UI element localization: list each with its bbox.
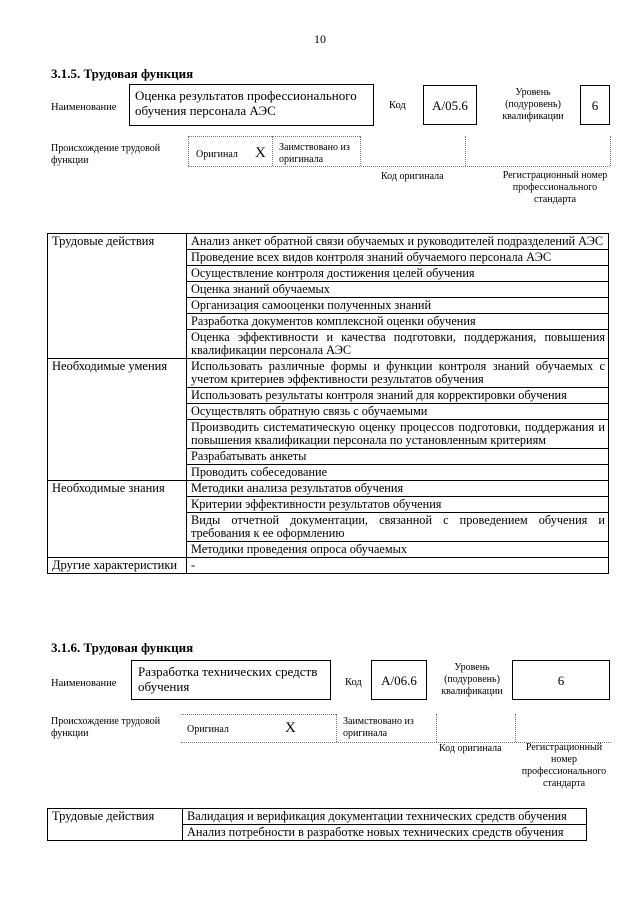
borrowed-label: Заимствовано из оригинала — [343, 716, 414, 739]
function-name-box — [129, 84, 374, 126]
knowledge-item: Методики анализа результатов обучения — [187, 481, 609, 497]
knowledge-item: Виды отчетной документации, связанной с проведением обучения и требования к ее оформлению — [187, 513, 609, 542]
labor-action-item: Анализ потребности в разработке новых технических средств обучения — [183, 825, 587, 841]
labor-action-item: Оценка знаний обучаемых — [187, 282, 609, 298]
origin-label: Происхождение трудовой функции — [51, 143, 161, 166]
page-number: 10 — [314, 32, 326, 46]
row-label-other: Другие характеристики — [48, 558, 187, 574]
borrowed-label: Заимствовано из оригинала — [279, 142, 350, 165]
labor-action-item: Анализ анкет обратной связи обучаемых и руководителей подразделений АЭС — [187, 234, 609, 250]
origin-frame-top — [181, 714, 336, 715]
level-value: 6 — [557, 673, 565, 688]
orig-code-label: Код оригинала — [381, 171, 444, 182]
code-box — [423, 85, 477, 125]
labor-action-item: Проведение всех видов контроля знаний обучаемого персонала АЭС — [187, 250, 609, 266]
level-box — [580, 85, 610, 125]
labor-action-item: Организация самооценки полученных знаний — [187, 298, 609, 314]
row-label-actions: Трудовые действия — [48, 234, 187, 359]
origin-frame-mid — [336, 714, 337, 742]
labor-action-item: Разработка документов комплексной оценки обучения — [187, 314, 609, 330]
code-label: Код — [345, 677, 362, 688]
level-label: Уровень (подуровень) квалификации — [441, 662, 503, 697]
labor-action-item: Оценка эффективности и качества подготовки, поддержания, повышения квалификации персонала АЭС — [187, 330, 609, 359]
function-name: Оценка результатов профессионального обучения персонала АЭС — [135, 88, 357, 118]
origin-frame-mid — [272, 136, 273, 166]
function-name-box — [131, 660, 331, 700]
origin-frame-bottom — [188, 166, 610, 167]
original-label: Оригинал — [187, 724, 229, 735]
origin-frame-right — [610, 136, 611, 166]
row-label-actions: Трудовые действия — [48, 809, 183, 841]
name-label: Наименование — [51, 678, 117, 689]
code-box — [371, 660, 427, 700]
origin-frame-mid3 — [515, 714, 516, 742]
reg-number-label: Регистрационный номер профессионального стандарта — [521, 742, 607, 789]
level-value: 6 — [591, 98, 599, 113]
other-item: - — [187, 558, 609, 574]
code-label: Код — [389, 100, 406, 111]
orig-code-label: Код оригинала — [439, 743, 502, 754]
skill-item: Разрабатывать анкеты — [187, 449, 609, 465]
labor-function-table-3-1-6 — [47, 808, 587, 841]
reg-number-label: Регистрационный номер профессионального стандарта — [502, 170, 608, 205]
skill-item: Проводить собеседование — [187, 465, 609, 481]
level-box — [512, 660, 610, 700]
origin-frame-mid2 — [436, 714, 437, 742]
origin-frame-left — [188, 136, 189, 166]
section-title-3-1-5: 3.1.5. Трудовая функция — [51, 66, 194, 81]
origin-label: Происхождение трудовой функции — [51, 716, 161, 739]
original-mark: X — [285, 720, 296, 736]
original-mark: X — [255, 145, 266, 161]
level-label: Уровень (подуровень) квалификации — [502, 87, 564, 122]
original-label: Оригинал — [196, 149, 238, 160]
section-title-3-1-6: 3.1.6. Трудовая функция — [51, 640, 194, 655]
labor-function-table-3-1-5 — [47, 233, 609, 574]
function-name: Разработка технических средств обучения — [138, 664, 318, 694]
skill-item: Производить систематическую оценку процессов подготовки, поддержания и повышения квалификации персонала по установленным критериям — [187, 420, 609, 449]
skill-item: Осуществлять обратную связь с обучаемыми — [187, 404, 609, 420]
origin-frame-mid3 — [465, 136, 466, 166]
row-label-knowledge: Необходимые знания — [48, 481, 187, 558]
labor-action-item: Осуществление контроля достижения целей обучения — [187, 266, 609, 282]
skill-item: Использовать результаты контроля знаний для корректировки обучения — [187, 388, 609, 404]
code-value: A/05.6 — [432, 98, 468, 113]
name-label: Наименование — [51, 102, 117, 113]
row-label-skills: Необходимые умения — [48, 359, 187, 481]
origin-frame-top — [188, 136, 360, 137]
code-value: A/06.6 — [381, 673, 417, 688]
knowledge-item: Критерии эффективности результатов обучения — [187, 497, 609, 513]
labor-action-item: Валидация и верификация документации технических средств обучения — [183, 809, 587, 825]
skill-item: Использовать различные формы и функции контроля знаний обучаемых с учетом критериев эффективности результатов обучения — [187, 359, 609, 388]
knowledge-item: Методики проведения опроса обучаемых — [187, 542, 609, 558]
